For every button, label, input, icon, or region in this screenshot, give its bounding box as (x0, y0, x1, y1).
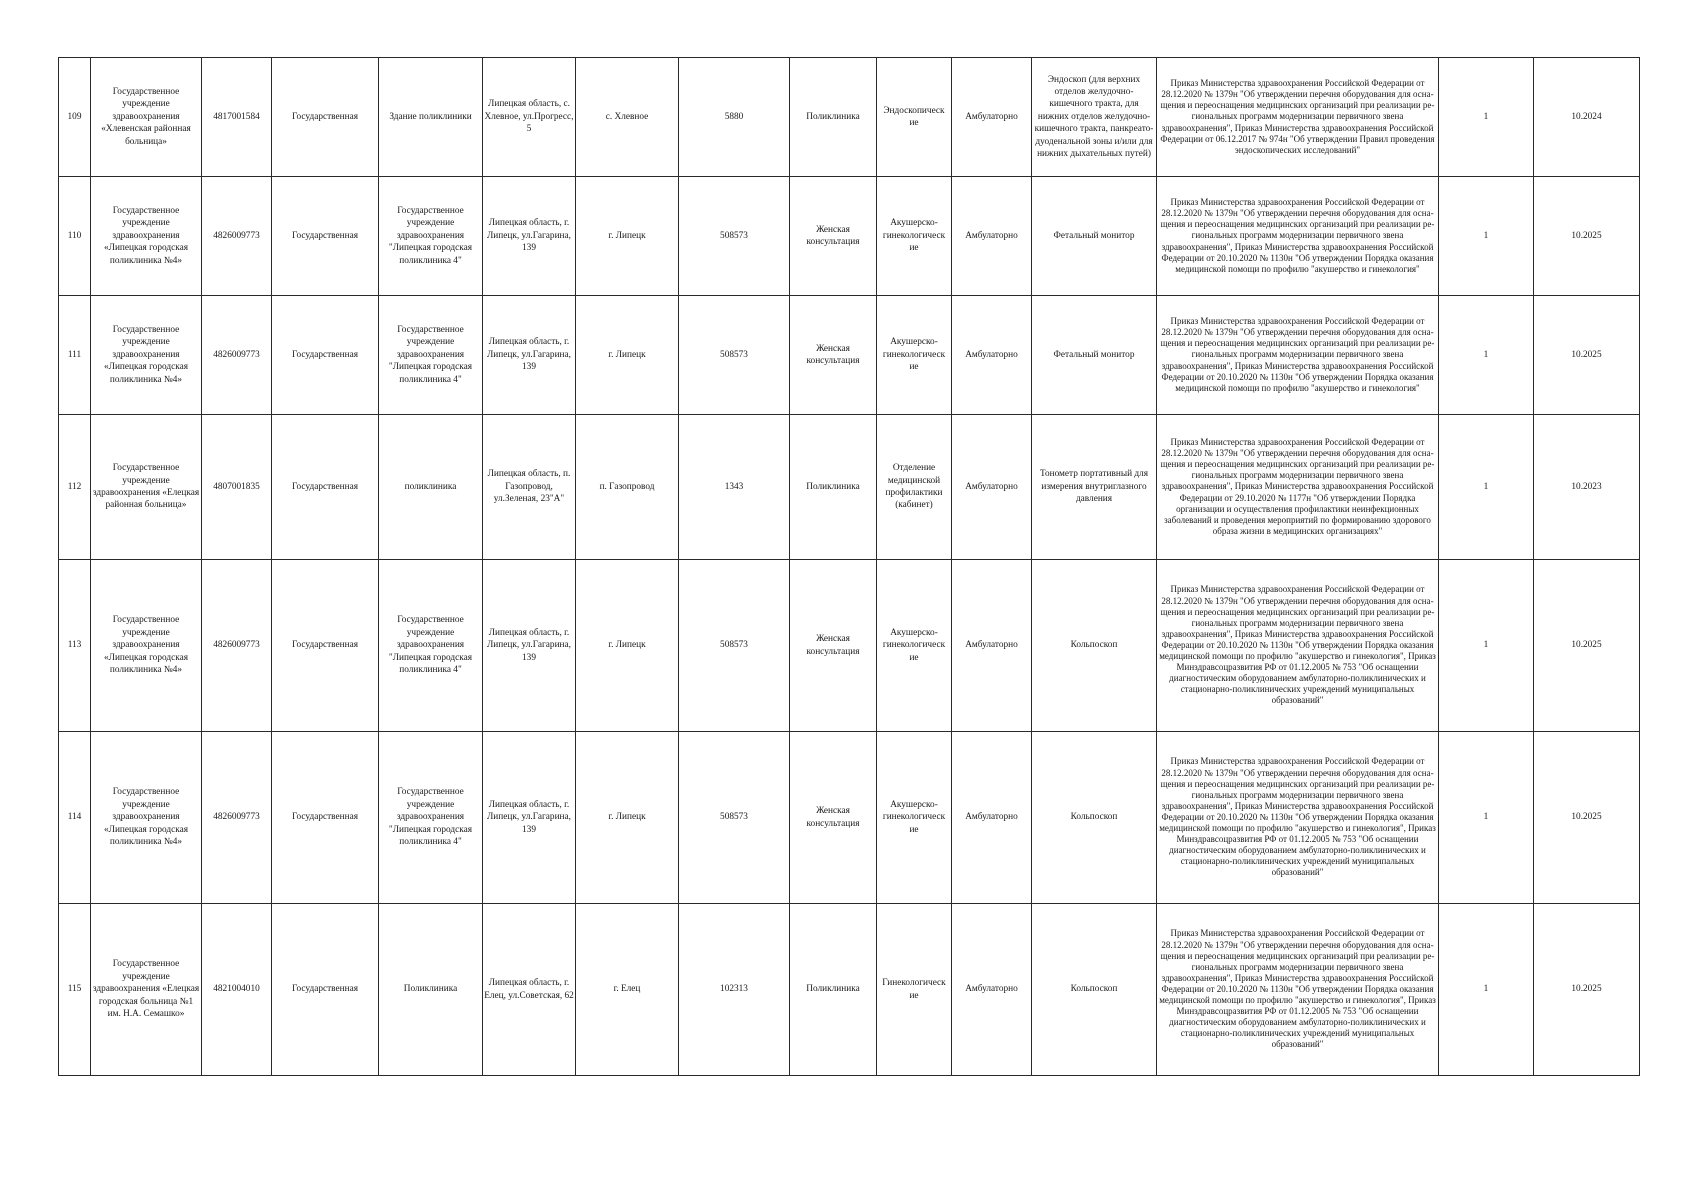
building-name: Государственное учреждение здравоохранения "Липецкая городская поликлиника 4" (379, 177, 483, 296)
row-number: 114 (59, 732, 91, 904)
date: 10.2025 (1534, 732, 1640, 904)
ownership-form: Государственная (272, 296, 379, 415)
table-row (59, 560, 1640, 732)
date: 10.2024 (1534, 58, 1640, 177)
legal-basis: Приказ Министерства здравоохранения Российской Федерации от 28.12.2020 № 1379н "Об утверждении перечня оборудования для осна-щения и переоснащения медицинских организаций при реализации ре-гиональных программ модернизации первичного звена здравоохранения", Приказ Министерства здравоохранения Российской Федерации от 20.10.2020 № 1130н "Об утверждении Порядка оказания медицинской помощи по профилю "акушерство и гинекология", Приказ Минздравсоцразвития РФ от 01.12.2005 № 753 "Об оснащении диагностическим оборудованием амбулаторно-поликлинических и стационарно-поликлинических учреждений муниципальных образований" (1157, 904, 1439, 1076)
facility-type: Женская консультация (790, 177, 877, 296)
department: Акушерско-гинекологическ ие (877, 560, 952, 732)
locality: г. Липецк (576, 560, 679, 732)
equipment-name: Тонометр портативный для измерения внутриглазного давления (1032, 415, 1157, 560)
locality: г. Липецк (576, 296, 679, 415)
organization-name: Государственное учреждение здравоохранения «Хлевенская районная больница» (91, 58, 202, 177)
ownership-form: Государственная (272, 415, 379, 560)
locality: г. Липецк (576, 177, 679, 296)
care-form: Амбулаторно (952, 296, 1032, 415)
population: 508573 (679, 560, 790, 732)
building-name: поликлиника (379, 415, 483, 560)
table-row (59, 177, 1640, 296)
equipment-table (58, 57, 1640, 1076)
equipment-name: Фетальный монитор (1032, 177, 1157, 296)
address: Липецкая область, г. Липецк, ул.Гагарина, 139 (483, 732, 576, 904)
facility-type: Поликлиника (790, 904, 877, 1076)
department: Акушерско-гинекологическ ие (877, 177, 952, 296)
building-name: Поликлиника (379, 904, 483, 1076)
department: Эндоскопическ ие (877, 58, 952, 177)
inn: 4826009773 (202, 177, 272, 296)
table-row (59, 904, 1640, 1076)
address: Липецкая область, г. Елец, ул.Советская, 62 (483, 904, 576, 1076)
care-form: Амбулаторно (952, 177, 1032, 296)
legal-basis: Приказ Министерства здравоохранения Российской Федерации от 28.12.2020 № 1379н "Об утверждении перечня оборудования для осна-щения и переоснащения медицинских организаций при реализации ре-гиональных программ модернизации первичного звена здравоохранения", Приказ Министерства здравоохранения Российской Федерации от 20.10.2020 № 1130н "Об утверждении Порядка оказания медицинской помощи по профилю "акушерство и гинекология", Приказ Минздравсоцразвития РФ от 01.12.2005 № 753 "Об оснащении диагностическим оборудованием амбулаторно-поликлинических и стационарно-поликлинических учреждений муниципальных образований" (1157, 732, 1439, 904)
building-name: Государственное учреждение здравоохранения "Липецкая городская поликлиника 4" (379, 732, 483, 904)
row-number: 109 (59, 58, 91, 177)
building-name: Государственное учреждение здравоохранения "Липецкая городская поликлиника 4" (379, 560, 483, 732)
population: 1343 (679, 415, 790, 560)
ownership-form: Государственная (272, 58, 379, 177)
locality: г. Липецк (576, 732, 679, 904)
table-row (59, 296, 1640, 415)
table-row (59, 732, 1640, 904)
facility-type: Женская консультация (790, 560, 877, 732)
inn: 4817001584 (202, 58, 272, 177)
population: 508573 (679, 732, 790, 904)
care-form: Амбулаторно (952, 904, 1032, 1076)
care-form: Амбулаторно (952, 732, 1032, 904)
quantity: 1 (1439, 415, 1534, 560)
locality: с. Хлевное (576, 58, 679, 177)
quantity: 1 (1439, 560, 1534, 732)
inn: 4807001835 (202, 415, 272, 560)
department: Отделение медицинской профилактики (кабинет) (877, 415, 952, 560)
ownership-form: Государственная (272, 560, 379, 732)
population: 5880 (679, 58, 790, 177)
legal-basis: Приказ Министерства здравоохранения Российской Федерации от 28.12.2020 № 1379н "Об утверждении перечня оборудования для осна-щения и переоснащения медицинских организаций при реализации ре-гиональных программ модернизации первичного звена здравоохранения", Приказ Министерства здравоохранения Российской Федерации от 20.10.2020 № 1130н "Об утверждении Порядка оказания медицинской помощи по профилю "акушерство и гинекология", Приказ Минздравсоцразвития РФ от 01.12.2005 № 753 "Об оснащении диагностическим оборудованием амбулаторно-поликлинических и стационарно-поликлинических учреждений муниципальных образований" (1157, 560, 1439, 732)
row-number: 113 (59, 560, 91, 732)
quantity: 1 (1439, 177, 1534, 296)
row-number: 110 (59, 177, 91, 296)
organization-name: Государственное учреждение здравоохранения «Липецкая городская поликлиника №4» (91, 560, 202, 732)
organization-name: Государственное учреждение здравоохранения «Липецкая городская поликлиника №4» (91, 177, 202, 296)
population: 508573 (679, 177, 790, 296)
date: 10.2025 (1534, 296, 1640, 415)
date: 10.2025 (1534, 560, 1640, 732)
care-form: Амбулаторно (952, 58, 1032, 177)
equipment-name: Кольпоскоп (1032, 732, 1157, 904)
inn: 4821004010 (202, 904, 272, 1076)
address: Липецкая область, г. Липецк, ул.Гагарина, 139 (483, 560, 576, 732)
department: Акушерско-гинекологическ ие (877, 296, 952, 415)
row-number: 111 (59, 296, 91, 415)
equipment-name: Эндоскоп (для верхних отделов желудочно-кишечного тракта, для нижних отделов желудочно-кишечного тракта, панкреато-дуоденальной зоны и/или для нижних дыхательных путей) (1032, 58, 1157, 177)
facility-type: Женская консультация (790, 732, 877, 904)
ownership-form: Государственная (272, 177, 379, 296)
department: Гинекологическ ие (877, 904, 952, 1076)
equipment-name: Кольпоскоп (1032, 904, 1157, 1076)
inn: 4826009773 (202, 560, 272, 732)
care-form: Амбулаторно (952, 560, 1032, 732)
table-row (59, 415, 1640, 560)
address: Липецкая область, г. Липецк, ул.Гагарина, 139 (483, 177, 576, 296)
date: 10.2025 (1534, 177, 1640, 296)
building-name: Государственное учреждение здравоохранения "Липецкая городская поликлиника 4" (379, 296, 483, 415)
address: Липецкая область, с. Хлевное, ул.Прогресс, 5 (483, 58, 576, 177)
facility-type: Поликлиника (790, 415, 877, 560)
population: 102313 (679, 904, 790, 1076)
date: 10.2025 (1534, 904, 1640, 1076)
legal-basis: Приказ Министерства здравоохранения Российской Федерации от 28.12.2020 № 1379н "Об утверждении перечня оборудования для осна-щения и переоснащения медицинских организаций при реализации ре-гиональных программ модернизации первичного звена здравоохранения", Приказ Министерства здравоохранения Российской Федерации от 20.10.2020 № 1130н "Об утверждении Порядка оказания медицинской помощи по профилю "акушерство и гинекология" (1157, 296, 1439, 415)
legal-basis: Приказ Министерства здравоохранения Российской Федерации от 28.12.2020 № 1379н "Об утверждении перечня оборудования для осна-щения и переоснащения медицинских организаций при реализации ре-гиональных программ модернизации первичного звена здравоохранения", Приказ Министерства здравоохранения Российской Федерации от 06.12.2017 № 974н "Об утверждении Правил проведения эндоскопических исследований" (1157, 58, 1439, 177)
quantity: 1 (1439, 58, 1534, 177)
row-number: 112 (59, 415, 91, 560)
department: Акушерско-гинекологическ ие (877, 732, 952, 904)
facility-type: Поликлиника (790, 58, 877, 177)
date: 10.2023 (1534, 415, 1640, 560)
organization-name: Государственное учреждение здравоохранения «Липецкая городская поликлиника №4» (91, 296, 202, 415)
equipment-name: Фетальный монитор (1032, 296, 1157, 415)
legal-basis: Приказ Министерства здравоохранения Российской Федерации от 28.12.2020 № 1379н "Об утверждении перечня оборудования для осна-щения и переоснащения медицинских организаций при реализации ре-гиональных программ модернизации первичного звена здравоохранения", Приказ Министерства здравоохранения Российской Федерации от 29.10.2020 № 1177н "Об утверждении Порядка организации и осуществления профилактики неинфекционных заболеваний и проведения мероприятий по формированию здорового образа жизни в медицинских организациях" (1157, 415, 1439, 560)
building-name: Здание поликлиники (379, 58, 483, 177)
legal-basis: Приказ Министерства здравоохранения Российской Федерации от 28.12.2020 № 1379н "Об утверждении перечня оборудования для осна-щения и переоснащения медицинских организаций при реализации ре-гиональных программ модернизации первичного звена здравоохранения", Приказ Министерства здравоохранения Российской Федерации от 20.10.2020 № 1130н "Об утверждении Порядка оказания медицинской помощи по профилю "акушерство и гинекология" (1157, 177, 1439, 296)
ownership-form: Государственная (272, 904, 379, 1076)
row-number: 115 (59, 904, 91, 1076)
inn: 4826009773 (202, 732, 272, 904)
organization-name: Государственное учреждение здравоохранения «Елецкая районная больница» (91, 415, 202, 560)
address: Липецкая область, п. Газопровод, ул.Зеленая, 23"А" (483, 415, 576, 560)
facility-type: Женская консультация (790, 296, 877, 415)
quantity: 1 (1439, 732, 1534, 904)
quantity: 1 (1439, 296, 1534, 415)
inn: 4826009773 (202, 296, 272, 415)
locality: г. Елец (576, 904, 679, 1076)
address: Липецкая область, г. Липецк, ул.Гагарина, 139 (483, 296, 576, 415)
organization-name: Государственное учреждение здравоохранения «Елецкая городская больница №1 им. Н.А. Семашко» (91, 904, 202, 1076)
quantity: 1 (1439, 904, 1534, 1076)
table-body (59, 58, 1640, 1076)
table-row (59, 58, 1640, 177)
ownership-form: Государственная (272, 732, 379, 904)
equipment-name: Кольпоскоп (1032, 560, 1157, 732)
organization-name: Государственное учреждение здравоохранения «Липецкая городская поликлиника №4» (91, 732, 202, 904)
locality: п. Газопровод (576, 415, 679, 560)
care-form: Амбулаторно (952, 415, 1032, 560)
population: 508573 (679, 296, 790, 415)
